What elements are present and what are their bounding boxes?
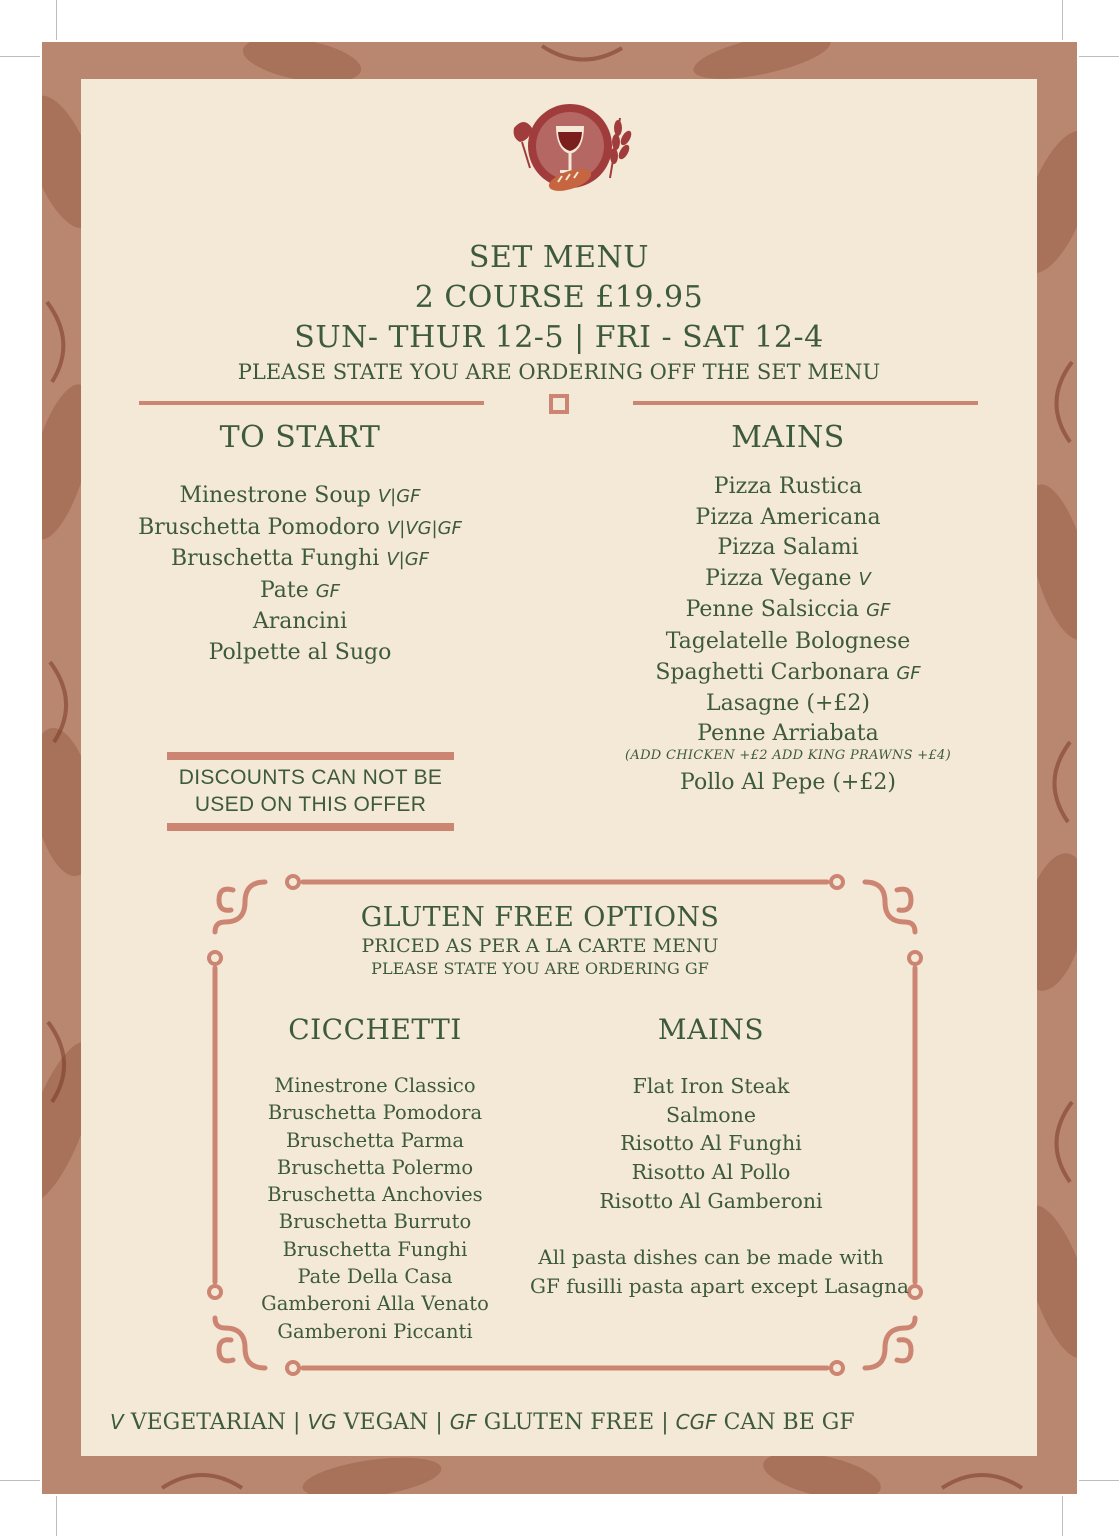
gluten-free-header [230,902,850,980]
list-item: Bruschetta Pomodora [267,1101,483,1125]
header-divider-right [633,401,978,405]
menu-item: Arancini [252,609,348,635]
opening-hours: SUN- THUR 12-5 | FRI - SAT 12-4 [294,320,824,355]
legend-label: CAN BE GF [723,1410,855,1435]
crop-mark [1079,1480,1119,1481]
menu-item: Pollo Al Pepe (+£2) [680,769,896,795]
legend-code: V [110,1410,124,1434]
crop-mark [0,1480,40,1481]
mains-title: MAINS [731,420,845,455]
crop-mark [1079,56,1119,57]
list-item: Bruschetta Polermo [276,1155,474,1179]
gf-pasta-note [530,1243,909,1301]
set-menu-note: PLEASE STATE YOU ARE ORDERING OFF THE SET MENU [237,360,881,384]
list-item: Bruschetta Parma [285,1128,465,1152]
pasta-note-line-2: GF fusilli pasta apart except Lasagna [530,1274,909,1298]
list-item: Gamberoni Piccanti [277,1319,473,1343]
discount-line-1: DISCOUNTS CAN NOT BE [178,766,443,789]
menu-header [81,238,1037,384]
legend-label: GLUTEN FREE [483,1410,655,1435]
list-item: Risotto Al Pollo [631,1160,791,1185]
cicchetti-list [225,1072,525,1345]
gf-mains-section [560,1012,862,1048]
crop-mark [56,0,57,40]
legend-code: CGF [675,1410,717,1434]
menu-item: Lasagne (+£2) [706,691,870,717]
list-item: Pate Della Casa [297,1265,453,1289]
legend-label: VEGAN [343,1410,429,1435]
legend-code: VG [307,1410,337,1434]
dietary-legend: V VEGETARIAN | VG VEGAN | GF GLUTEN FREE | CGF CAN BE GF [110,1410,855,1435]
cicchetti-section [225,1012,525,1048]
crop-mark [1062,0,1063,40]
wine-glass-bread-emblem-icon [502,98,638,196]
divider-diamond [549,394,569,414]
pasta-note-line-1: All pasta dishes can be made with [538,1245,884,1269]
list-item: Risotto Al Gamberoni [599,1188,823,1213]
menu-item: Polpette al Sugo [208,639,392,665]
menu-item: Minestrone Soup V|GF [179,483,421,508]
set-price: 2 COURSE £19.95 [414,280,704,315]
mains-section [628,418,948,458]
list-item: Bruschetta Anchovies [267,1183,483,1207]
legend-code: GF [449,1410,477,1434]
discount-line-2: USED ON THIS OFFER [194,793,427,816]
list-item: Flat Iron Steak [632,1074,790,1098]
list-item: Risotto Al Funghi [620,1131,802,1156]
menu-item: Pizza Salami [717,535,859,561]
menu-item: Pizza Americana [695,504,881,530]
menu-item: Spaghetti Carbonara GF [655,659,921,685]
list-item: Gamberoni Alla Venato [261,1292,489,1316]
discount-notice [167,764,454,818]
crop-mark [1062,1496,1063,1536]
discount-box-bottom-rule [167,823,454,831]
menu-item: Penne Salsiccia GF [685,597,891,623]
menu-item: Pizza Rustica [713,474,863,499]
gluten-free-title: GLUTEN FREE OPTIONS [360,902,720,933]
menu-item: Pizza Vegane V [705,565,871,591]
menu-item: Bruschetta Funghi V|GF [170,546,430,572]
discount-box-top-rule [167,752,454,760]
header-divider-left [139,401,484,405]
menu-item: Tagelatelle Bolognese [665,628,911,654]
list-item: Bruschetta Burruto [278,1210,472,1234]
addons-note: (ADD CHICKEN +£2 ADD KING PRAWNS +£4) [625,747,951,763]
crop-mark [0,56,40,57]
menu-item: Bruschetta Pomodoro V|VG|GF [138,514,462,540]
gf-mains-list [540,1072,882,1216]
gluten-free-subtitle: PRICED AS PER A LA CARTE MENU [361,935,719,957]
gluten-free-note: PLEASE STATE YOU ARE ORDERING GF [371,959,709,978]
gf-mains-title: MAINS [657,1013,765,1046]
to-start-title: TO START [219,420,381,455]
mains-list [600,472,976,798]
list-item: Minestrone Classico [274,1074,476,1097]
menu-item: Penne Arriabata [697,720,879,746]
to-start-section [140,418,460,458]
crop-mark [56,1496,57,1536]
legend-label: VEGETARIAN [130,1410,287,1435]
page-title: SET MENU [468,240,650,275]
cicchetti-title: CICCHETTI [288,1013,462,1046]
to-start-list [120,481,480,669]
list-item: Bruschetta Funghi [282,1237,468,1261]
list-item: Salmone [666,1102,756,1127]
menu-item: Pate GF [259,577,341,603]
